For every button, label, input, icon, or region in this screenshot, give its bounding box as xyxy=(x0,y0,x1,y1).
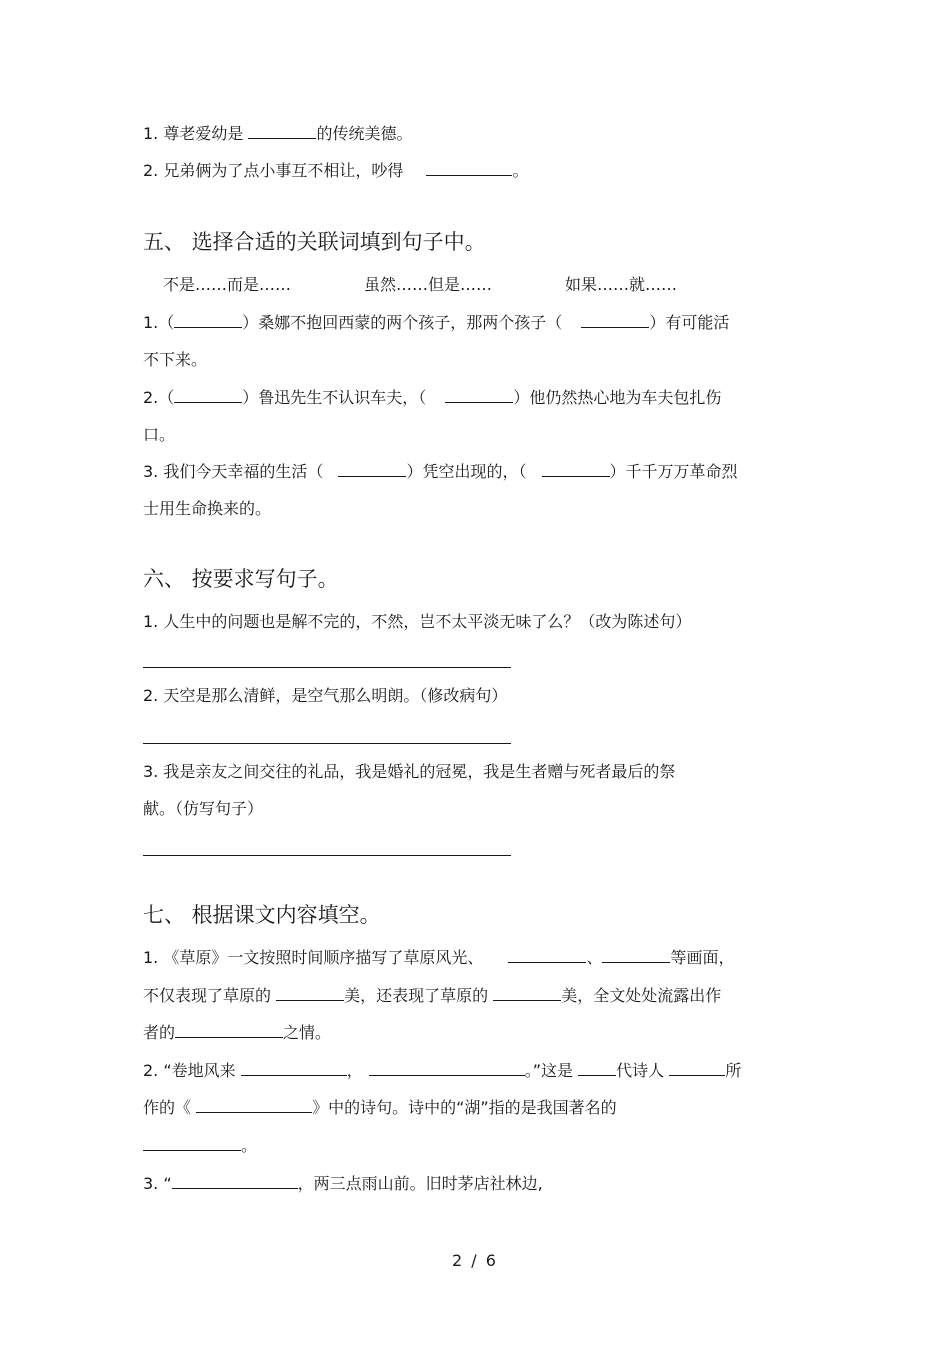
blank[interactable] xyxy=(172,1174,298,1189)
answer-line[interactable] xyxy=(143,667,511,668)
blank[interactable] xyxy=(581,313,649,328)
section-6-heading: 六、 按要求写句子。 xyxy=(143,567,339,591)
blank[interactable] xyxy=(174,313,242,328)
blank[interactable] xyxy=(174,388,242,403)
blank[interactable] xyxy=(175,1023,283,1038)
s4-question-2: 2. 兄弟俩为了点小事互不相让，吵得 。 xyxy=(143,161,529,180)
blank[interactable] xyxy=(369,1061,525,1076)
conjunction-option-2: 虽然……但是…… xyxy=(364,275,493,294)
s7-question-3: 3. “ ，两三点雨山前。旧时茅店社林边, xyxy=(143,1174,543,1193)
s4-question-1: 1. 尊老爱幼是 的传统美德。 xyxy=(143,124,413,143)
blank[interactable] xyxy=(276,986,344,1001)
s7-question-1-cont: 不仅表现了草原的 美，还表现了草原的 美，全文处处流露出作 xyxy=(143,986,722,1005)
blank[interactable] xyxy=(241,1061,347,1076)
blank[interactable] xyxy=(578,1061,616,1076)
s7-question-1-cont2: 者的 之情。 xyxy=(143,1023,332,1042)
s5-question-3: 3. 我们今天幸福的生活（ ）凭空出现的，（ ）千千万万革命烈 xyxy=(143,462,738,481)
blank[interactable] xyxy=(445,388,513,403)
s5-question-2: 2.（ ）鲁迅先生不认识车夫，（ ）他仍然热心地为车夫包扎伤 xyxy=(143,388,722,407)
page-number: 2 / 6 xyxy=(452,1251,498,1270)
blank[interactable] xyxy=(602,948,670,963)
s5-question-1-cont: 不下来。 xyxy=(143,350,208,369)
section-5-heading: 五、 选择合适的关联词填到句子中。 xyxy=(143,230,486,254)
blank[interactable] xyxy=(669,1061,725,1076)
blank[interactable] xyxy=(542,462,610,477)
blank[interactable] xyxy=(426,161,512,176)
blank[interactable] xyxy=(508,948,586,963)
s5-question-3-cont: 士用生命换来的。 xyxy=(143,499,272,518)
s5-question-2-cont: 口。 xyxy=(143,425,176,444)
answer-line[interactable] xyxy=(143,743,511,744)
blank[interactable] xyxy=(338,462,406,477)
blank[interactable] xyxy=(248,124,316,139)
s6-question-1: 1. 人生中的问题也是解不完的，不然，岂不太平淡无味了么？（改为陈述句） xyxy=(143,612,692,631)
s7-question-1: 1. 《草原》一文按照时间顺序描写了草原风光、 、 等画面， xyxy=(143,948,735,967)
s7-question-2-cont2: 。 xyxy=(143,1136,257,1156)
conjunction-option-3: 如果……就…… xyxy=(565,275,678,294)
answer-line[interactable] xyxy=(143,855,511,856)
blank[interactable] xyxy=(196,1098,312,1113)
s6-question-3-cont: 献。（仿写句子） xyxy=(143,799,264,818)
s7-question-2: 2. “卷地风来 ， 。”这是 代诗人 所 xyxy=(143,1061,742,1080)
s5-question-1: 1.（ ）桑娜不抱回西蒙的两个孩子，那两个孩子（ ）有可能活 xyxy=(143,313,730,332)
s6-question-3: 3. 我是亲友之间交往的礼品，我是婚礼的冠冕，我是生者赠与死者最后的祭 xyxy=(143,762,676,781)
s6-question-2: 2. 天空是那么清鲜，是空气那么明朗。（修改病句） xyxy=(143,686,508,705)
blank[interactable] xyxy=(493,986,561,1001)
blank[interactable] xyxy=(143,1136,241,1151)
conjunction-option-1: 不是……而是…… xyxy=(163,275,292,294)
s7-question-2-cont: 作的《 》中的诗句。诗中的“湖”指的是我国著名的 xyxy=(143,1098,617,1117)
section-7-heading: 七、 根据课文内容填空。 xyxy=(143,903,381,927)
